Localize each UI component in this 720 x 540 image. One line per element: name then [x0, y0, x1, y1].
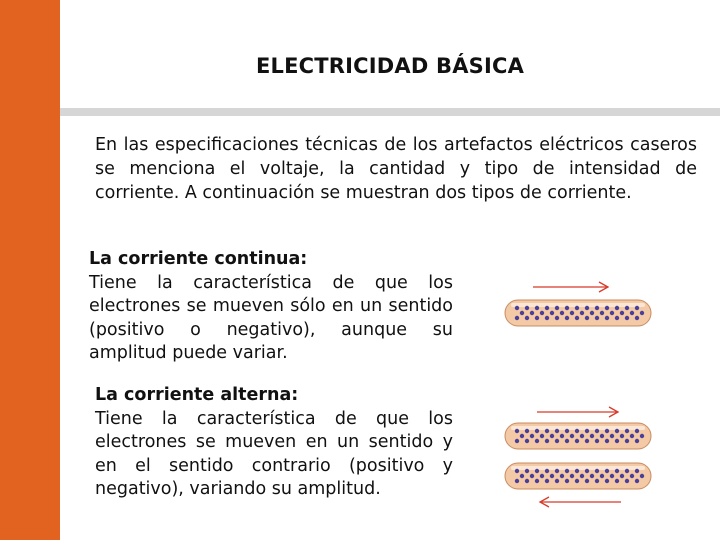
- electron-dot: [565, 479, 569, 483]
- accent-bar: [0, 0, 60, 540]
- electron-dot: [590, 474, 594, 478]
- electron-dot: [605, 316, 609, 320]
- electron-dot: [535, 479, 539, 483]
- electron-dot: [535, 469, 539, 473]
- electron-dot: [520, 311, 524, 315]
- electron-dot: [615, 439, 619, 443]
- electron-dot: [515, 479, 519, 483]
- electron-dot: [595, 479, 599, 483]
- arrow-right-icon: [537, 407, 618, 417]
- electron-dot: [565, 429, 569, 433]
- direct-current-text: Tiene la característica de que los electrones se mueven sólo en un sentido (positivo o negativo), aunque su amplitud puede variar.: [89, 272, 453, 363]
- electron-dot: [630, 474, 634, 478]
- direct-current-diagram: [505, 278, 665, 330]
- intro-paragraph: En las especificaciones técnicas de los artefactos eléctricos caseros se menciona el voltaje, la cantidad y tipo de intensidad de corriente. A continuación se muestran dos tipos de corriente.: [95, 135, 697, 203]
- electron-dot: [605, 439, 609, 443]
- electron-dot: [560, 474, 564, 478]
- electron-dot: [590, 311, 594, 315]
- electron-dot: [635, 429, 639, 433]
- electron-dot: [575, 479, 579, 483]
- electron-dot: [565, 469, 569, 473]
- electron-dot: [540, 311, 544, 315]
- electron-dot: [615, 316, 619, 320]
- electron-dot: [605, 306, 609, 310]
- electron-dot: [615, 429, 619, 433]
- electron-dot: [595, 429, 599, 433]
- electron-dot: [615, 469, 619, 473]
- arrow-right-icon: [533, 282, 608, 292]
- electron-dot: [545, 479, 549, 483]
- electron-dot: [615, 479, 619, 483]
- electron-dot: [565, 316, 569, 320]
- electron-dot: [630, 434, 634, 438]
- electron-dot: [570, 311, 574, 315]
- electron-dot: [575, 306, 579, 310]
- wire-electrons-icon: [505, 463, 651, 489]
- electron-dot: [620, 474, 624, 478]
- electron-dot: [525, 469, 529, 473]
- alternating-current-section: [95, 384, 453, 502]
- electron-dot: [635, 306, 639, 310]
- electron-dot: [595, 306, 599, 310]
- electron-dot: [610, 434, 614, 438]
- electron-dot: [520, 434, 524, 438]
- electron-dot: [515, 306, 519, 310]
- electron-dot: [625, 429, 629, 433]
- electron-dot: [530, 311, 534, 315]
- electron-dot: [585, 439, 589, 443]
- alternating-current-heading: La corriente alterna:: [95, 385, 299, 405]
- electron-dot: [605, 469, 609, 473]
- electron-dot: [595, 439, 599, 443]
- electron-dot: [535, 429, 539, 433]
- electron-dot: [575, 439, 579, 443]
- wire-electrons-icon: [505, 300, 651, 326]
- electron-dot: [545, 429, 549, 433]
- electron-dot: [635, 316, 639, 320]
- electron-dot: [555, 316, 559, 320]
- direct-current-section: [89, 248, 453, 366]
- arrow-left-icon: [540, 497, 621, 507]
- electron-dot: [545, 316, 549, 320]
- electron-dot: [555, 306, 559, 310]
- electron-dot: [620, 311, 624, 315]
- electron-dot: [515, 469, 519, 473]
- title-divider: [60, 108, 720, 116]
- electron-dot: [570, 434, 574, 438]
- electron-dot: [555, 479, 559, 483]
- electron-dot: [585, 479, 589, 483]
- electron-dot: [575, 429, 579, 433]
- electron-dot: [540, 474, 544, 478]
- electron-dot: [525, 439, 529, 443]
- electron-dot: [515, 429, 519, 433]
- electron-dot: [555, 429, 559, 433]
- electron-dot: [515, 439, 519, 443]
- electron-dot: [565, 306, 569, 310]
- electron-dot: [635, 439, 639, 443]
- page-title: ELECTRICIDAD BÁSICA: [255, 54, 525, 78]
- electron-dot: [555, 439, 559, 443]
- electron-dot: [530, 474, 534, 478]
- electron-dot: [640, 474, 644, 478]
- electron-dot: [640, 311, 644, 315]
- electron-dot: [635, 469, 639, 473]
- electron-dot: [550, 311, 554, 315]
- electron-dot: [545, 306, 549, 310]
- electron-dot: [525, 316, 529, 320]
- electron-dot: [565, 439, 569, 443]
- electron-dot: [610, 474, 614, 478]
- electron-dot: [595, 469, 599, 473]
- electron-dot: [540, 434, 544, 438]
- electron-dot: [630, 311, 634, 315]
- electron-dot: [535, 316, 539, 320]
- electron-dot: [560, 311, 564, 315]
- electron-dot: [525, 306, 529, 310]
- electron-dot: [605, 479, 609, 483]
- electron-dot: [555, 469, 559, 473]
- electron-dot: [545, 439, 549, 443]
- electron-dot: [535, 439, 539, 443]
- electron-dot: [610, 311, 614, 315]
- electron-dot: [615, 306, 619, 310]
- electron-dot: [640, 434, 644, 438]
- electron-dot: [600, 474, 604, 478]
- electron-dot: [570, 474, 574, 478]
- electron-dot: [515, 316, 519, 320]
- electron-dot: [585, 316, 589, 320]
- electron-dot: [585, 469, 589, 473]
- electron-dot: [585, 429, 589, 433]
- electron-dot: [530, 434, 534, 438]
- electron-dot: [545, 469, 549, 473]
- electron-dot: [600, 434, 604, 438]
- electron-dot: [605, 429, 609, 433]
- electron-dot: [535, 306, 539, 310]
- electron-dot: [520, 474, 524, 478]
- electron-dot: [625, 469, 629, 473]
- electron-dot: [560, 434, 564, 438]
- electron-dot: [580, 311, 584, 315]
- electron-dot: [635, 479, 639, 483]
- alternating-current-diagram: [505, 402, 665, 516]
- direct-current-heading: La corriente continua:: [89, 249, 308, 269]
- electron-dot: [550, 474, 554, 478]
- electron-dot: [575, 469, 579, 473]
- electron-dot: [620, 434, 624, 438]
- wire-electrons-icon: [505, 423, 651, 449]
- alternating-current-text: Tiene la característica de que los electrones se mueven en un sentido y en el sentido contrario (positivo y negativo), variando su amplitud.: [95, 408, 453, 499]
- electron-dot: [625, 439, 629, 443]
- electron-dot: [550, 434, 554, 438]
- electron-dot: [590, 434, 594, 438]
- electron-dot: [625, 306, 629, 310]
- electron-dot: [580, 474, 584, 478]
- electron-dot: [600, 311, 604, 315]
- electron-dot: [580, 434, 584, 438]
- electron-dot: [525, 479, 529, 483]
- electron-dot: [625, 479, 629, 483]
- electron-dot: [625, 316, 629, 320]
- electron-dot: [585, 306, 589, 310]
- electron-dot: [525, 429, 529, 433]
- electron-dot: [575, 316, 579, 320]
- electron-dot: [595, 316, 599, 320]
